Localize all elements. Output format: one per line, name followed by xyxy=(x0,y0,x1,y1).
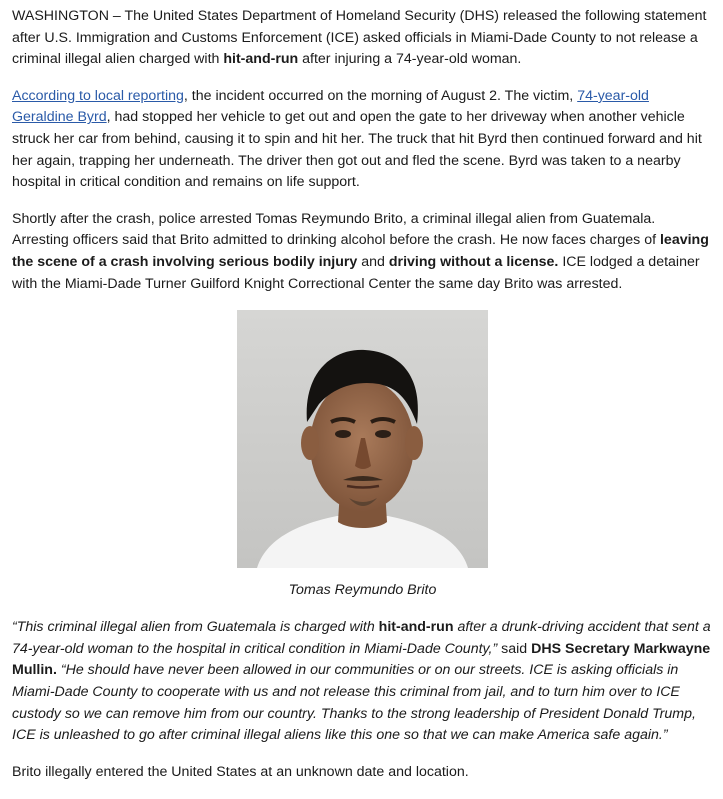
local-reporting-link[interactable]: According to local reporting xyxy=(12,87,184,104)
arrest-text-and: and xyxy=(357,253,389,270)
mugshot-photo xyxy=(237,310,488,568)
quote-said: said xyxy=(497,640,532,657)
incident-text-end: , had stopped her vehicle to get out and open the gate to her driveway when another vehicle struck her car from behind, causing it to spin and hit her. The truck that hit Byrd then continued forward and hit her again, trapping her underneath. The driver then got out and fled the scene. Byrd was taken to a nearby hospital in critical condition and remains on life support. xyxy=(12,109,702,191)
quote-bold-charge: hit-and-run xyxy=(378,619,454,636)
quote-text: “This criminal illegal alien from Guatemala is charged with xyxy=(12,619,379,636)
arrest-bold-charge-1: leaving the scene of a crash involving serious bodily injury xyxy=(12,232,709,270)
arrest-text-end: ICE lodged a detainer with the Miami-Dade Turner Guilford Knight Correctional Center the same day Brito was arrested. xyxy=(12,253,700,292)
intro-text-end: after injuring a 74-year-old woman. xyxy=(298,51,522,68)
quote-speaker: DHS Secretary Markwayne Mullin. xyxy=(12,640,711,679)
incident-text: , the incident occurred on the morning of August 2. The victim, xyxy=(183,87,578,104)
entry-paragraph xyxy=(12,762,713,784)
secretary-quote-paragraph xyxy=(12,617,713,747)
entry-text: Brito illegally entered the United States at an unknown date and location. xyxy=(12,763,469,780)
quote-text-cont: after a drunk-driving accident that sent a 74-year-old woman to the hospital in critical condition in Miami-Dade County,” xyxy=(12,619,711,657)
intro-paragraph xyxy=(12,6,713,71)
mugshot-caption: Tomas Reymundo Brito xyxy=(288,582,437,599)
quote-text-end: “He should have never been allowed in our communities or on our streets. ICE is asking officials in Miami-Dade County to cooperate with us and not release this criminal from jail, and to turn him over to ICE custody so we can remove him from our country. Thanks to the strong leadership of President Donald Trump, ICE is unleashed to go after criminal illegal aliens like this one so that we can make America safe again.” xyxy=(12,662,696,744)
victim-link[interactable]: 74-year-old Geraldine Byrd xyxy=(12,87,649,126)
mugshot-figure xyxy=(12,310,713,600)
arrest-bold-charge-2: driving without a license. xyxy=(388,253,559,270)
intro-bold-charge: hit-and-run xyxy=(223,51,299,68)
intro-text: WASHINGTON – The United States Department of Homeland Security (DHS) released the following statement after U.S. Immigration and Customs Enforcement (ICE) asked officials in Miami-Dade County to not release a criminal illegal alien charged with xyxy=(12,8,707,68)
incident-paragraph xyxy=(12,86,713,194)
arrest-text: Shortly after the crash, police arrested Tomas Reymundo Brito, a criminal illegal alien from Guatemala. Arresting officers said that Brito admitted to drinking alcohol before the crash. He now faces charges of xyxy=(12,210,660,249)
arrest-paragraph xyxy=(12,209,713,295)
